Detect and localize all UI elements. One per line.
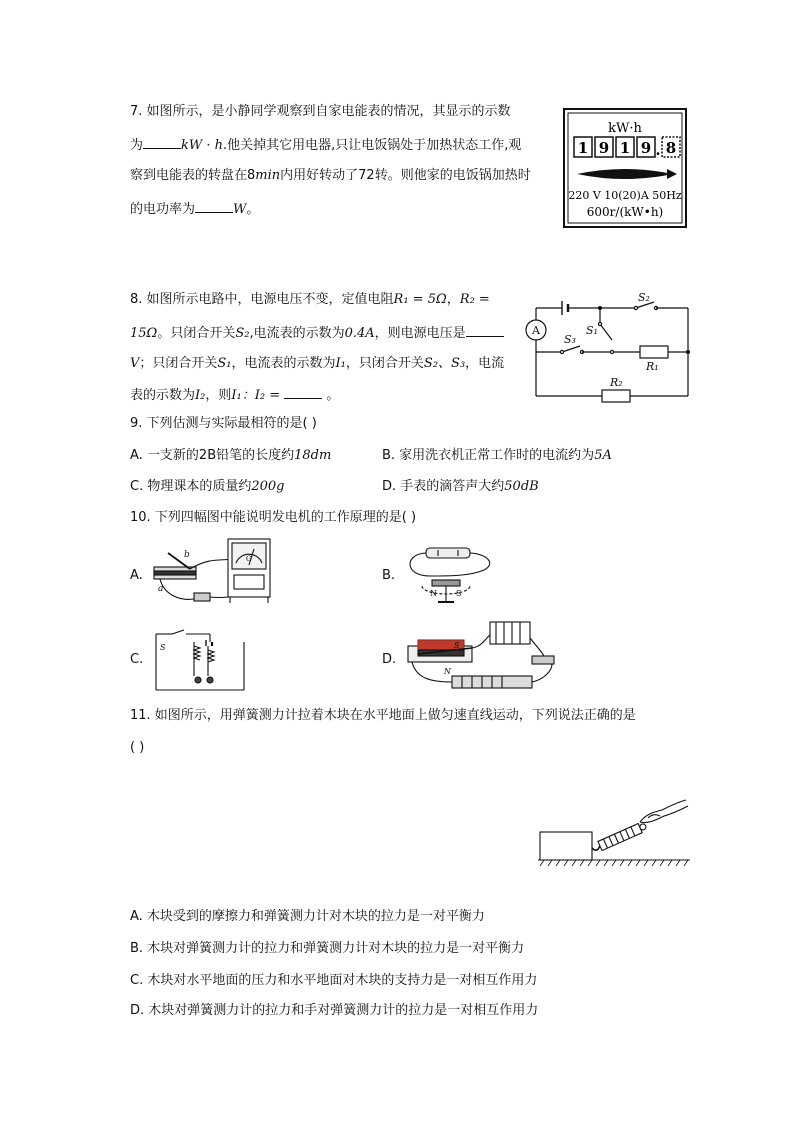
fig-b-label-n: N (430, 589, 437, 598)
fig-a-label-a: a (158, 584, 164, 594)
meter-digit-5: 8 (665, 139, 677, 157)
energy-meter-figure (563, 108, 687, 228)
q10-figure-c (150, 628, 248, 692)
meter-dot: . (655, 141, 661, 159)
q11-option-a[interactable]: A. 木块受到的摩擦力和弹簧测力计对木块的拉力是一对平衡力 (130, 909, 485, 924)
q7-line4: 的电功率为 W。 (130, 198, 259, 220)
fig-d-label-n: N (444, 667, 451, 676)
s2-label: S₂ (638, 291, 650, 304)
q7-blank-power[interactable] (195, 198, 233, 213)
q8-blank-ratio[interactable] (284, 384, 322, 399)
q11-option-c[interactable]: C. 木块对水平地面的压力和水平地面对木块的支持力是一对相互作用力 (130, 973, 538, 988)
fig-b-label-s: S (456, 589, 462, 598)
ammeter-label: A (532, 324, 540, 337)
q7-line3: 察到电能表的转盘在8min内用好转动了72转。则他家的电饭锅加热时 (130, 168, 531, 183)
fig-a-label-g: G (246, 555, 252, 563)
q7-line1: 7. 如图所示，是小静同学观察到自家电能表的情况，其显示的示数 (130, 104, 511, 119)
s3-label: S₃ (564, 333, 576, 346)
q10-option-a[interactable]: A. (130, 568, 143, 583)
q10-option-b[interactable]: B. (382, 568, 396, 583)
q9-stem: 9. 下列估测与实际最相符的是( ) (130, 416, 317, 431)
q10-figure-a (150, 535, 275, 605)
meter-digit-2: 9 (598, 139, 610, 157)
q9-option-a[interactable]: A. 一支新的2B铅笔的长度约18dm (130, 448, 332, 463)
meter-unit: kW·h (608, 121, 642, 136)
wooden-block (540, 832, 592, 860)
r2-label: R₂ (610, 376, 623, 389)
fig-d-label-s: S (454, 641, 460, 650)
s1-label: S₁ (586, 324, 598, 337)
q8-line2: 15Ω。只闭合开关S₂,电流表的示数为0.4A，则电源电压是 (130, 322, 504, 344)
meter-spec: 220 V 10(20)A 50Hz (568, 189, 682, 202)
q7-blank-reading[interactable] (143, 134, 181, 149)
q11-stem-paren: ( ) (130, 740, 145, 755)
fig-a-label-b: b (184, 550, 190, 560)
q10-stem: 10. 下列四幅图中能说明发电机的工作原理的是( ) (130, 510, 417, 525)
q10-option-c[interactable]: C. (130, 652, 144, 667)
fig-c-label-s: S (160, 643, 166, 652)
q11-figure (536, 796, 692, 868)
q8-circuit-figure (524, 290, 696, 404)
q10-option-d[interactable]: D. (382, 652, 397, 667)
q8-blank-voltage[interactable] (466, 322, 504, 337)
meter-digit-3: 1 (619, 139, 631, 157)
q9-option-b[interactable]: B. 家用洗衣机正常工作时的电流约为5A (382, 448, 612, 463)
meter-digit-1: 1 (577, 139, 589, 157)
q8-line3: V；只闭合开关S₁，电流表的示数为I₁，只闭合开关S₂、S₃，电流 (130, 356, 505, 371)
meter-digit-4: 9 (640, 139, 652, 157)
q11-stem: 11. 如图所示，用弹簧测力计拉着木块在水平地面上做匀速直线运动，下列说法正确的是 (130, 708, 636, 723)
q10-figure-b (400, 540, 500, 606)
q11-option-d[interactable]: D. 木块对弹簧测力计的拉力和手对弹簧测力计的拉力是一对相互作用力 (130, 1003, 539, 1018)
meter-rate: 600r/(kW•h) (586, 205, 664, 219)
q7-line2: 为 kW · h.他关掉其它用电器,只让电饭锅处于加热状态工作,观 (130, 134, 521, 156)
q11-option-b[interactable]: B. 木块对弹簧测力计的拉力和弹簧测力计对木块的拉力是一对平衡力 (130, 941, 525, 956)
q9-option-d[interactable]: D. 手表的滴答声大约50dB (382, 479, 539, 494)
r1-label: R₁ (646, 360, 659, 373)
q8-line1: 8. 如图所示电路中，电源电压不变，定值电阻R₁ = 5Ω，R₂ = (130, 292, 490, 307)
q10-figure-d (402, 618, 562, 696)
q9-option-c[interactable]: C. 物理课本的质量约200g (130, 479, 285, 494)
q8-line4: 表的示数为I₂，则I₁：I₂ = 。 (130, 384, 339, 406)
